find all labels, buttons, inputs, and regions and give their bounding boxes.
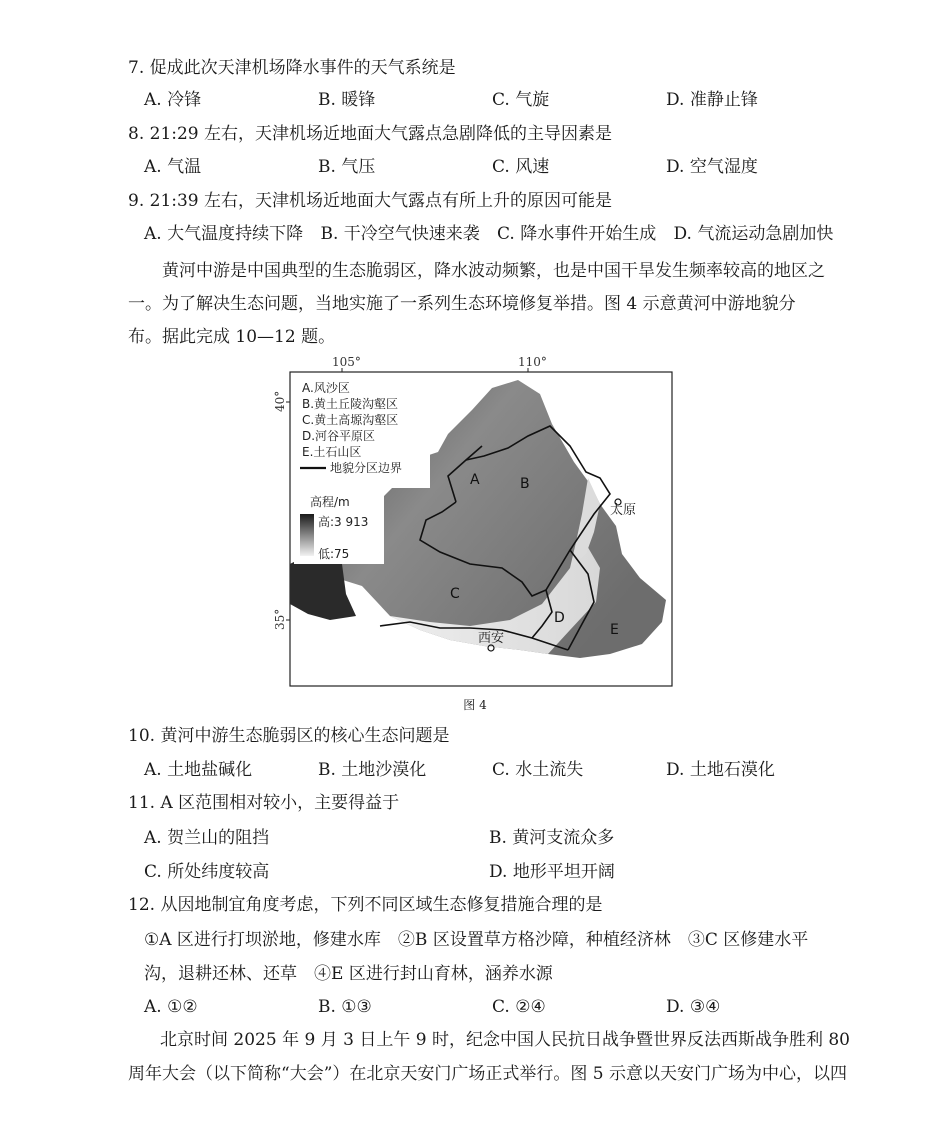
question-7-stem: 7. 促成此次天津机场降水事件的天气系统是 [128, 58, 456, 78]
q9-option-d[interactable]: D. 气流运动急剧加快 [673, 224, 834, 244]
map-svg [270, 354, 680, 694]
question-8-options [144, 155, 840, 179]
question-9-stem: 9. 21:39 左右，天津机场近地面大气露点有所上升的原因可能是 [128, 191, 613, 211]
q8-option-c[interactable]: C. 风速 [492, 157, 550, 177]
legend-e: E.土石山区 [302, 445, 362, 459]
q8-option-d[interactable]: D. 空气湿度 [666, 157, 758, 177]
q8-option-b[interactable]: B. 气压 [318, 157, 376, 177]
legend-a: A.风沙区 [302, 381, 350, 395]
q9-option-c[interactable]: C. 降水事件开始生成 [497, 224, 657, 244]
elevation-colorbar [300, 514, 314, 556]
q9-option-a[interactable]: A. 大气温度持续下降 [144, 224, 304, 244]
q11-option-b[interactable]: B. 黄河支流众多 [489, 828, 615, 848]
q12-option-d[interactable]: D. ③④ [666, 997, 721, 1017]
region-label-d: D [554, 610, 565, 626]
region-label-c: C [450, 586, 460, 602]
lat-label-40: 40° [273, 390, 287, 412]
elevation-low: 低:75 [318, 547, 350, 561]
legend-d: D.河谷平原区 [302, 429, 376, 443]
q10-option-a[interactable]: A. 土地盐碱化 [144, 760, 253, 780]
legend-c: C.黄土高塬沟壑区 [302, 413, 399, 427]
question-9-options [144, 222, 850, 246]
q11-option-a[interactable]: A. 贺兰山的阻挡 [144, 828, 270, 848]
tail-paragraph-line2: 周年大会（以下简称“大会”）在北京天安门广场正式举行。图 5 示意以天安门广场为中心，以四 [128, 1064, 848, 1084]
question-10-options [144, 758, 840, 782]
q8-option-a[interactable]: A. 气温 [144, 157, 202, 177]
question-12-statements-line2: 沟，退耕还林、还草 ④E 区进行封山育林，涵养水源 [144, 964, 553, 984]
legend-boundary: 地貌分区边界 [330, 461, 403, 475]
lon-label-110: 110° [518, 355, 547, 369]
question-11-options-row1 [144, 826, 834, 850]
lon-label-105: 105° [332, 355, 361, 369]
q11-option-c[interactable]: C. 所处纬度较高 [144, 862, 270, 882]
city-label-taiyuan: 太原 [610, 503, 637, 518]
q7-option-a[interactable]: A. 冷锋 [144, 90, 202, 110]
q7-option-b[interactable]: B. 暖锋 [318, 90, 376, 110]
question-7-options [144, 88, 840, 112]
q10-option-d[interactable]: D. 土地石漠化 [666, 760, 775, 780]
elevation-title: 高程/m [310, 495, 350, 509]
q12-option-b[interactable]: B. ①③ [318, 997, 372, 1017]
q10-option-c[interactable]: C. 水土流失 [492, 760, 584, 780]
elevation-high: 高:3 913 [318, 515, 369, 529]
q7-option-c[interactable]: C. 气旋 [492, 90, 550, 110]
question-12-options [144, 995, 840, 1019]
region-label-e: E [610, 622, 619, 638]
intro-paragraph: 黄河中游是中国典型的生态脆弱区，降水波动频繁，也是中国干旱发生频率较高的地区之一。为了解决生态问题，当地实施了一系列生态环境修复举措。图 4 示意黄河中游地貌分布。据此完成 10—12 题。 [128, 261, 825, 347]
figure-caption: 图 4 [463, 698, 487, 712]
question-12-statements-line1: ①A 区进行打坝淤地，修建水库 ②B 区设置草方格沙障，种植经济林 ③C 区修建水平 [144, 930, 809, 950]
city-label-xian: 西安 [478, 631, 505, 646]
lat-label-35: 35° [273, 608, 287, 630]
question-11-options-row2 [144, 860, 834, 884]
q9-option-b[interactable]: B. 干冷空气快速来袭 [320, 224, 480, 244]
tail-paragraph-line1: 北京时间 2025 年 9 月 3 日上午 9 时，纪念中国人民抗日战争暨世界反法西斯战争胜利 80 [160, 1030, 850, 1050]
region-label-b: B [520, 476, 530, 492]
question-11-stem: 11. A 区范围相对较小，主要得益于 [128, 793, 400, 813]
region-label-a: A [470, 472, 480, 488]
question-8-stem: 8. 21:29 左右，天津机场近地面大气露点急剧降低的主导因素是 [128, 124, 613, 144]
q12-option-a[interactable]: A. ①② [144, 997, 198, 1017]
q12-option-c[interactable]: C. ②④ [492, 997, 546, 1017]
figure-4-map [270, 354, 680, 694]
question-10-stem: 10. 黄河中游生态脆弱区的核心生态问题是 [128, 726, 450, 746]
q10-option-b[interactable]: B. 土地沙漠化 [318, 760, 427, 780]
question-12-stem: 12. 从因地制宜角度考虑，下列不同区域生态修复措施合理的是 [128, 895, 603, 915]
legend-b: B.黄土丘陵沟壑区 [302, 397, 399, 411]
q7-option-d[interactable]: D. 准静止锋 [666, 90, 758, 110]
q11-option-d[interactable]: D. 地形平坦开阔 [489, 862, 615, 882]
